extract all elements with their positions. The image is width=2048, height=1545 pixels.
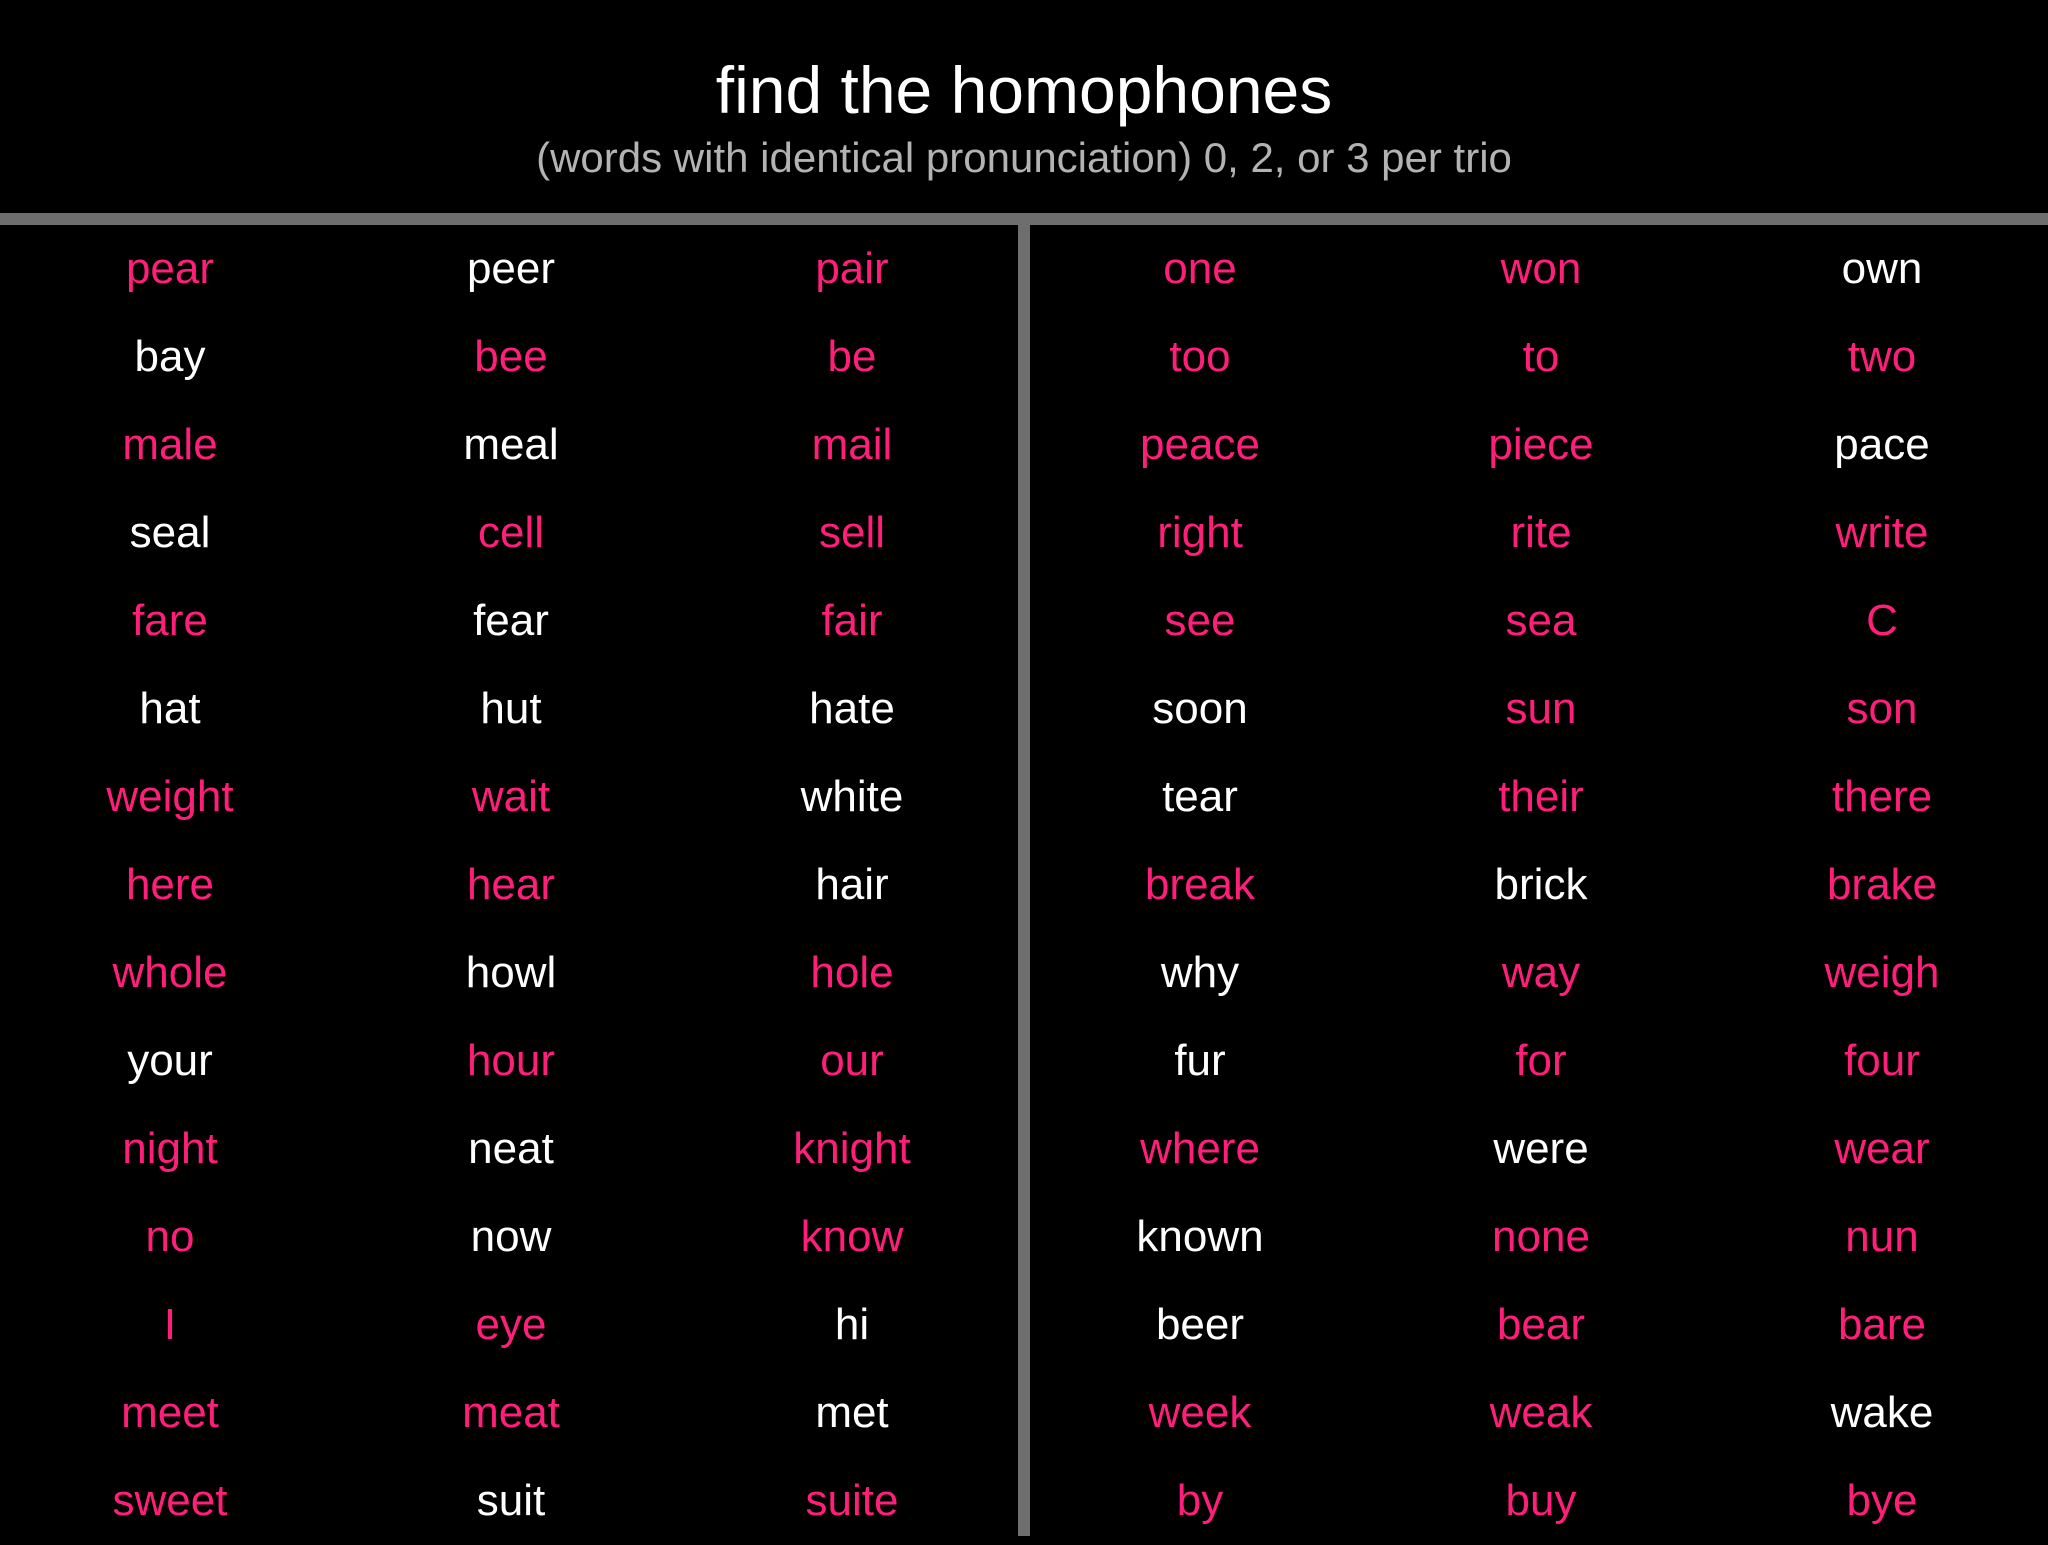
trio-word: whole xyxy=(112,948,228,997)
right-trio-row xyxy=(1030,489,2048,577)
trio-word: brick xyxy=(1494,860,1588,909)
left-trio-row xyxy=(0,929,1018,1017)
trio-word: here xyxy=(125,860,215,909)
page-subtitle: (words with identical pronunciation) 0, 2, or 3 per trio xyxy=(536,134,1512,181)
trio-word: weak xyxy=(1489,1388,1593,1437)
trio-word: were xyxy=(1493,1124,1589,1173)
trio-word: hut xyxy=(480,684,542,733)
trio-word: know xyxy=(800,1212,904,1261)
trio-word: fur xyxy=(1174,1036,1226,1085)
trio-word: bye xyxy=(1846,1476,1918,1525)
left-trio-row xyxy=(0,1457,1018,1545)
trio-word: neat xyxy=(468,1124,554,1173)
trio-word: your xyxy=(127,1036,213,1085)
left-trio-row xyxy=(0,753,1018,841)
trio-word: peace xyxy=(1140,420,1260,469)
trio-word: no xyxy=(145,1212,195,1261)
trio-word: now xyxy=(470,1212,552,1261)
right-trio-row xyxy=(1030,225,2048,313)
header xyxy=(0,0,2048,214)
trio-word: pace xyxy=(1834,420,1930,469)
right-word-panel xyxy=(1030,225,2048,1536)
trio-word: to xyxy=(1522,332,1560,381)
trio-word: bay xyxy=(134,332,206,381)
trio-word: why xyxy=(1160,948,1240,997)
left-word-panel xyxy=(0,225,1018,1536)
trio-word: see xyxy=(1164,596,1236,645)
right-trio-row xyxy=(1030,1017,2048,1105)
trio-word: bare xyxy=(1837,1300,1927,1349)
trio-word: write xyxy=(1835,508,1929,557)
trio-word: fear xyxy=(473,596,549,645)
trio-word: soon xyxy=(1152,684,1248,733)
trio-word: hate xyxy=(809,684,895,733)
column-divider xyxy=(1018,225,1030,1536)
trio-word: meet xyxy=(121,1388,219,1437)
trio-word: weight xyxy=(106,772,234,821)
trio-word: meal xyxy=(463,420,559,469)
trio-word: there xyxy=(1831,772,1933,821)
trio-word: bee xyxy=(474,332,548,381)
trio-word: hour xyxy=(466,1036,556,1085)
trio-word: fair xyxy=(821,596,883,645)
right-trio-row xyxy=(1030,1105,2048,1193)
header-divider xyxy=(0,213,2048,225)
trio-word: where xyxy=(1140,1124,1260,1173)
trio-word: bear xyxy=(1496,1300,1586,1349)
trio-word: none xyxy=(1492,1212,1590,1261)
trio-word: eye xyxy=(475,1300,547,1349)
trio-word: fare xyxy=(132,596,208,645)
trio-word: brake xyxy=(1826,860,1938,909)
right-trio-row xyxy=(1030,313,2048,401)
trio-word: sell xyxy=(818,508,886,557)
right-trio-row xyxy=(1030,1193,2048,1281)
trio-word: male xyxy=(122,420,218,469)
trio-word: four xyxy=(1844,1036,1920,1085)
left-trio-row xyxy=(0,1369,1018,1457)
trio-word: suit xyxy=(476,1476,546,1525)
trio-word: howl xyxy=(465,948,557,997)
right-trio-row xyxy=(1030,1369,2048,1457)
left-trio-row xyxy=(0,489,1018,577)
right-trio-row xyxy=(1030,401,2048,489)
left-trio-row xyxy=(0,313,1018,401)
trio-word: for xyxy=(1515,1036,1567,1085)
left-trio-row xyxy=(0,1281,1018,1369)
left-trio-row xyxy=(0,1193,1018,1281)
trio-word: own xyxy=(1841,244,1923,293)
trio-word: rite xyxy=(1510,508,1572,557)
right-trio-row xyxy=(1030,1457,2048,1545)
trio-word: suite xyxy=(805,1476,899,1525)
trio-word: be xyxy=(827,332,877,381)
trio-word: beer xyxy=(1155,1300,1245,1349)
trio-word: our xyxy=(820,1036,884,1085)
trio-word: by xyxy=(1176,1476,1224,1525)
trio-word: night xyxy=(122,1124,218,1173)
trio-word: weigh xyxy=(1824,948,1940,997)
trio-word: son xyxy=(1846,684,1918,733)
trio-word: peer xyxy=(466,244,556,293)
trio-word: way xyxy=(1501,948,1581,997)
trio-word: cell xyxy=(477,508,545,557)
left-trio-row xyxy=(0,401,1018,489)
trio-word: wait xyxy=(471,772,551,821)
right-trio-row xyxy=(1030,577,2048,665)
trio-word: sun xyxy=(1505,684,1577,733)
trio-word: week xyxy=(1148,1388,1252,1437)
trio-word: break xyxy=(1144,860,1256,909)
left-trio-row xyxy=(0,1017,1018,1105)
trio-word: sea xyxy=(1505,596,1577,645)
trio-word: buy xyxy=(1505,1476,1577,1525)
trio-word: pear xyxy=(125,244,215,293)
right-trio-row xyxy=(1030,665,2048,753)
trio-word: too xyxy=(1169,332,1231,381)
right-trio-row xyxy=(1030,929,2048,1017)
trio-word: their xyxy=(1498,772,1584,821)
trio-word: mail xyxy=(811,420,893,469)
left-trio-row xyxy=(0,665,1018,753)
trio-word: C xyxy=(1866,596,1898,645)
trio-word: known xyxy=(1136,1212,1264,1261)
right-trio-row xyxy=(1030,753,2048,841)
trio-word: piece xyxy=(1488,420,1594,469)
trio-word: seal xyxy=(129,508,211,557)
trio-word: I xyxy=(163,1300,177,1349)
trio-word: nun xyxy=(1845,1212,1919,1261)
trio-word: knight xyxy=(793,1124,911,1173)
trio-word: hi xyxy=(834,1300,870,1349)
right-trio-row xyxy=(1030,841,2048,929)
left-trio-row xyxy=(0,1105,1018,1193)
trio-word: two xyxy=(1847,332,1917,381)
trio-word: hair xyxy=(815,860,889,909)
trio-word: wake xyxy=(1830,1388,1934,1437)
left-trio-row xyxy=(0,577,1018,665)
left-trio-row xyxy=(0,841,1018,929)
trio-word: hear xyxy=(466,860,556,909)
trio-word: sweet xyxy=(112,1476,228,1525)
trio-word: one xyxy=(1163,244,1237,293)
trio-word: hat xyxy=(139,684,201,733)
trio-word: white xyxy=(800,772,904,821)
trio-word: hole xyxy=(810,948,894,997)
right-trio-row xyxy=(1030,1281,2048,1369)
trio-word: won xyxy=(1500,244,1582,293)
trio-word: meat xyxy=(462,1388,560,1437)
page-title: find the homophones xyxy=(715,53,1333,127)
trio-word: wear xyxy=(1834,1124,1930,1173)
trio-word: tear xyxy=(1162,772,1238,821)
trio-word: right xyxy=(1157,508,1243,557)
trio-word: met xyxy=(815,1388,889,1437)
trio-word: pair xyxy=(815,244,889,293)
left-trio-row xyxy=(0,225,1018,313)
